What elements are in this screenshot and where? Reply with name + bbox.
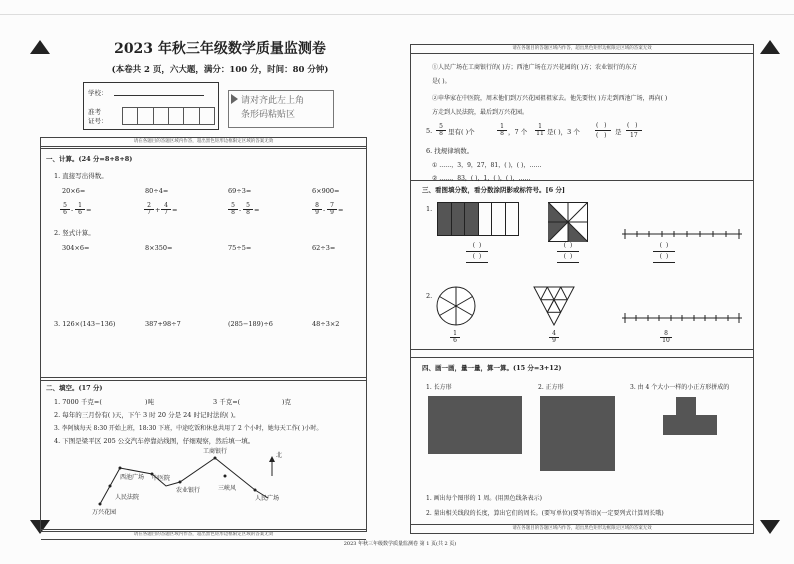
shape-1-label: 1. 长方形 xyxy=(426,384,452,391)
calc-equals: = xyxy=(86,206,92,214)
circle-figure xyxy=(436,286,476,326)
ticket-label-1: 准考 xyxy=(88,108,101,116)
p1-label: 1. xyxy=(426,205,433,213)
fraction: $\frac{5}{8}$ xyxy=(228,203,238,216)
fill-1c: 3 千克=( xyxy=(213,398,241,406)
section-3-heading: 三、看图填分数，看分数涂阴影或标符号。[6 分] xyxy=(422,186,565,194)
map-court: 人民法院 xyxy=(115,494,140,501)
fill-2: 2. 每年的三月份有( )天，下午 3 时 20 分是 24 时记时法的( )。 xyxy=(54,411,240,419)
draw-instruction-1: 1. 画出每个图形的 1 周。(用黑色线条表示) xyxy=(426,495,542,502)
map-bank: 工商银行 xyxy=(203,448,228,455)
alignment-marker-icon xyxy=(760,40,780,54)
answer-banner-bottom: 请在各题目的答题区域内作答，超出黑色矩形边框限定区域的答案无效 xyxy=(41,531,366,540)
section-4-heading: 四、画一画，量一量，算一算。(15 分=3+12) xyxy=(422,364,562,372)
fraction: $\frac{8}{9}$ xyxy=(312,203,322,216)
fill-1b: )吨 xyxy=(145,398,155,406)
calc-item: 6×900= xyxy=(312,187,340,195)
triangle-figure xyxy=(533,286,575,326)
fraction: $\frac{2}{7}$ xyxy=(144,203,154,216)
fraction: $\frac{8}{10}$ xyxy=(660,331,672,344)
answer-banner: 请在各题目的答题区域内作答，超出黑色矩形边框限定区域的答案无效 xyxy=(411,45,753,54)
fraction-denominator: 17 xyxy=(630,132,638,139)
right-q2: ②申华家在中医院，周末他们到万兴花园祖祖家去。他先要往( )方走到西池广场，再向( ) xyxy=(432,95,668,102)
calc-item: 69÷3= xyxy=(228,187,252,195)
answer-blank[interactable]: ( ) xyxy=(557,253,579,263)
fraction: $\frac{1}{6}$ xyxy=(450,331,460,344)
map-people-plaza: 人民广场 xyxy=(255,495,280,502)
fraction: $\frac{7}{9}$ xyxy=(327,203,337,216)
calc-item: 75÷5= xyxy=(228,244,252,252)
calc-equals: = xyxy=(172,206,178,214)
answer-blank[interactable]: ( ) xyxy=(466,242,488,252)
page-footer: 2023 年秋三年级数学质量监测卷 第 1 页(共 2 页) xyxy=(343,541,457,547)
school-input[interactable] xyxy=(114,95,204,96)
school-label: 学校： xyxy=(88,89,108,97)
calc-item: 8×350= xyxy=(145,244,173,252)
fraction: $\frac{5}{8}$ xyxy=(243,203,253,216)
fraction: $\frac{4}{9}$ xyxy=(549,331,559,344)
ticket-label-2: 证号： xyxy=(88,117,108,125)
q5-text: 是( )，3 个 xyxy=(547,128,580,136)
fraction: $\frac{1}{11}$ xyxy=(536,123,544,137)
blank-fraction[interactable]: ( ) xyxy=(596,132,607,139)
number-line-figure-1 xyxy=(622,226,744,244)
alignment-marker-icon xyxy=(30,40,50,54)
map-plaza-west: 西池广场 xyxy=(120,474,145,481)
answer-blank[interactable]: ( ) xyxy=(557,242,579,252)
map-wanxing: 万兴花园 xyxy=(92,509,117,516)
draw-instruction-2: 2. 量出相关线段的长度，算出它们的周长。(要写单位)(要写答语)(一定要列式计算周长哦) xyxy=(426,510,664,517)
page-title: 2023 年秋三年级数学质量监测卷 xyxy=(114,41,326,57)
answer-blank[interactable]: ( ) xyxy=(653,253,675,263)
fraction: $\frac{1}{8}$ xyxy=(497,124,507,137)
calc-item: 62÷3= xyxy=(312,244,336,252)
answer-blank[interactable]: ( ) xyxy=(466,253,488,263)
square-split-figure xyxy=(548,202,588,242)
q6-label: 6. 找规律填数。 xyxy=(426,147,474,155)
calc-item: 304×6= xyxy=(62,244,90,252)
alignment-marker-icon xyxy=(760,520,780,534)
fraction: $\frac{5}{8}$ xyxy=(436,124,446,137)
t-shape-bottom xyxy=(663,415,717,435)
page-subtitle: (本卷共 2 页，六大题，满分：100 分，时间：80 分钟) xyxy=(111,65,329,75)
right-q1b: 是( )。 xyxy=(432,78,451,85)
section-2-heading: 二、填空。(17 分) xyxy=(46,384,103,392)
calc-equals: = xyxy=(254,206,260,214)
fill-1a: 1. 7000 千克=( xyxy=(54,398,102,406)
calc-item: 80÷4= xyxy=(145,187,169,195)
fraction: $\frac{4}{7}$ xyxy=(161,203,171,216)
q5-text: 里有( )个 xyxy=(448,128,475,136)
calc-item: 48÷3×2 xyxy=(312,320,340,328)
map-north: 北 xyxy=(276,452,283,459)
fill-1d: )克 xyxy=(282,398,292,406)
map-hospital: 中医院 xyxy=(152,475,171,482)
barcode-area: 请对齐此左上角 条形码粘贴区 xyxy=(228,90,334,128)
t-shape-top xyxy=(676,397,696,417)
q6b: ② ……，83，( )，1，( )，( )，…… xyxy=(432,175,531,182)
section-one-box xyxy=(40,148,367,378)
fill-4: 4. 下图是梁平区 205 公交汽车停靠站线图，仔细观察，然后填一填。 xyxy=(54,437,255,445)
fraction-bar-figure xyxy=(437,202,519,236)
shape-2-label: 2. 正方形 xyxy=(538,384,564,391)
right-q1: ①人民广场在工商银行的( )方；西池广场在万兴花园的( )方；农业银行的东方 xyxy=(432,64,638,71)
student-info-box xyxy=(83,82,219,130)
q3-label: 3. 126×(143−136) xyxy=(54,320,116,328)
fraction: $\frac{1}{6}$ xyxy=(75,203,85,216)
p2-label: 2. xyxy=(426,292,433,300)
q5-text: ，7 个 xyxy=(508,128,528,136)
blank-fraction[interactable]: ( ) xyxy=(596,122,607,129)
fraction: $\frac{5}{6}$ xyxy=(60,203,70,216)
scan-edge xyxy=(0,14,794,15)
exam-sheet: 2023 年秋三年级数学质量监测卷 (本卷共 2 页，六大题，满分：100 分，时间：80 分钟) 学校： 准考 证号： 请对齐此左上角 条形码粘贴区 请在各题目的答题区域内作答，超出黑色矩形边框限定区域的答案无效 请在各题目的答题区域内作答，超出黑色矩形边框限定区域的答案无效 一、计算。(24 分=8+8+8) 1. 直接写出得数。 20×6= 80÷4= 69÷3= 6×900= $\frac{5}{6}$ - $\frac{1}{6}$ = $\frac{2}{7}$ + $\frac{4}{7}$ = $\frac{5}{8}$ - $\frac{5}{8}$ = $\frac{8}{9}$ - $\frac{7}{9}$ = 2. 竖式计算。 304×6= 8×350= 75÷5= 62÷3= 3. 126×(143−136) 387+98÷7 (285−189)÷6 48÷3×2 二、填空。(17 分) 1. 7000 千克=( )吨 3 千克=( )克 2. 每年的三月份有( )天，下午 3 时 20 分是 24 时记时法的( )。 3. 李阿姨每天 8:30 开始上班，18:30 下班，中途吃饭和休息共用了 2 个小时，她每天工作( )小时。 4. 下图是梁平区 205 公交汽车停靠站线图，仔细观察，然后填一填。 工商银行 北 西池广场 中医院 人民法院 农业银行 三峡风 人民广场 万兴花园 请在各题目的答题区域内作答，超出黑色矩形边框限定区域的答案无效 请在各题目的答题区域内作答，超出黑色矩形边框限定区域的答案无效 ①人民广场在工商银行的( )方；西池广场在万兴花园的( )方；农业银行的东方 是( )。 ②申华家在中医院，周末他们到万兴花园祖祖家去。他先要往( )方走到西池广场，再向( ) 方走到人民法院，最后到万兴花园。 5. $\frac{5}{8}$ 里有( )个 $\frac{1}{8}$ ，7 个 $\frac{1}{11}$ 是( )，3 个 ( ) ( ) 是 ( ) 17 6. 找规律填数。 ① ……，3，9，27，81，( )，( )，…… ② ……，83，( )，1，( )，( )，…… 三、看图填分数，看分数涂阴影或标符号。[6 分] 1. ( ) ( ) ( ) ( ) ( ) ( ) 2. $\frac{1}{6}$ $\frac{4}{9}$ $\frac{8}{10}$ 四、画一画，量一量，算一算。(15 分=3+12) 1. 长方形 2. 正方形 3. 由 4 个大小一样的小正方形拼成的 1. 画出每个图形的 1 周。(用黑色线条表示) 2. 量出相关线段的长度，算出它们的周长。(要写单位)(要写答语)(一定要列式计算周长哦) 2023 年秋三年级数学质量监测卷 第 1 页(共 2 页) xyxy=(0,0,794,564)
answer-banner-bottom: 请在各题目的答题区域内作答，超出黑色矩形边框限定区域的答案无效 xyxy=(410,524,754,534)
q6a: ① ……，3，9，27，81，( )，( )，…… xyxy=(432,162,542,169)
square-shape xyxy=(540,396,615,471)
calc-item: (285−189)÷6 xyxy=(228,320,273,328)
calc-item: 387+98÷7 xyxy=(145,320,181,328)
fill-3: 3. 李阿姨每天 8:30 开始上班，18:30 下班，中途吃饭和休息共用了 2 个小时，她每天工作( )小时。 xyxy=(54,425,323,432)
right-q2b: 方走到人民法院，最后到万兴花园。 xyxy=(432,109,529,116)
calc-item: 20×6= xyxy=(62,187,86,195)
calc-equals: = xyxy=(338,206,344,214)
map-agri-bank: 农业银行 xyxy=(176,487,201,494)
section-1-heading: 一、计算。(24 分=8+8+8) xyxy=(46,155,133,163)
map-sanxia: 三峡风 xyxy=(218,485,237,492)
shape-3-label: 3. 由 4 个大小一样的小正方形拼成的 xyxy=(630,384,730,391)
number-line-figure-2 xyxy=(622,310,744,328)
q2-label: 2. 竖式计算。 xyxy=(54,229,95,237)
ticket-number-grid[interactable] xyxy=(122,107,214,125)
q1-label: 1. 直接写出得数。 xyxy=(54,172,108,180)
flag-icon xyxy=(231,94,238,104)
rectangle-shape xyxy=(428,396,522,454)
q5-text: 是 xyxy=(615,128,622,136)
blank-fraction[interactable]: ( ) xyxy=(627,122,638,129)
q5-label: 5. xyxy=(426,127,433,135)
answer-blank[interactable]: ( ) xyxy=(653,242,675,252)
answer-banner: 请在各题目的答题区域内作答，超出黑色矩形边框限定区域的答案无效 xyxy=(41,138,366,147)
